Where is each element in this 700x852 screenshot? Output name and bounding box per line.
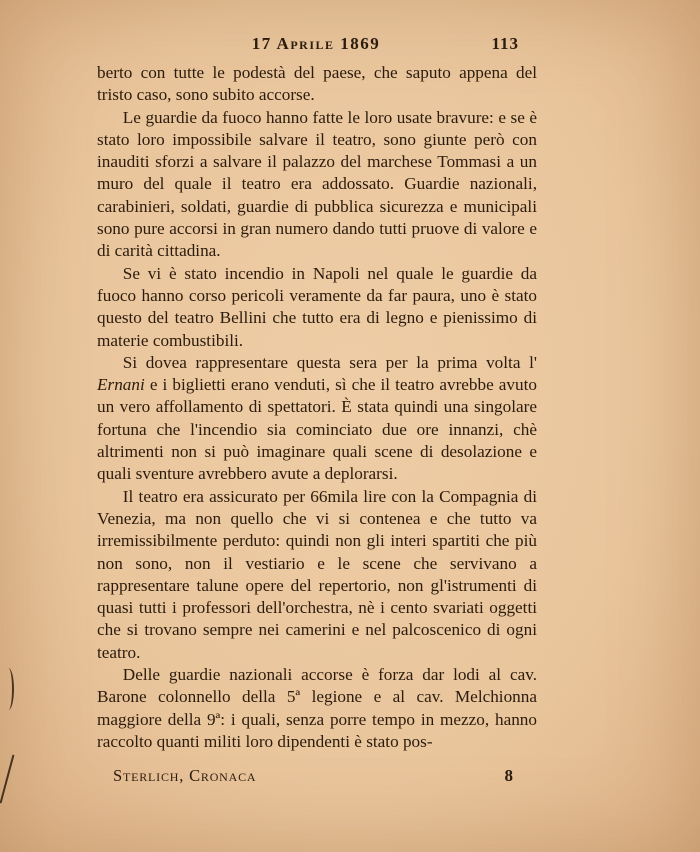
pen-mark [0,755,14,804]
footer-signature: Sterlich, Cronaca [113,766,257,785]
paragraph [97,664,537,753]
header-page-number: 113 [491,34,519,53]
opera-title-ernani: Ernani [97,375,145,395]
text-segment: berto con tutte le podestà del paese, che saputo appena del tristo caso, sono subito accorse. [97,63,537,105]
paragraph [97,486,537,664]
pen-mark [3,668,14,710]
text-segment: Si dovea rappresentare questa sera per la prima volta l' [122,352,537,372]
paragraph [97,352,537,486]
paragraph [97,107,537,263]
paragraph [97,263,537,352]
text-segment: e i biglietti erano venduti, sì che il teatro avrebbe avuto un vero affollamento di spettatori. È stata quindi una singolare fortuna che l'incendio sia cominciato due ore innanzi, chè altrimenti non si può imaginare quali scene di desolazione e quali sventure avrebbero avute a deplorarsi. [97,375,537,484]
page-header [97,34,535,54]
page-footer [97,766,535,786]
paragraph-continuation [97,62,537,107]
header-date: 17 Aprile 1869 [251,34,381,53]
body-text [97,62,537,753]
text-segment: Le guardie da fuoco hanno fatte le loro usate bravure: e se è stato loro impossibile salvare il teatro, sono giunte però con inauditi sforzi a salvare il palazzo del marchese Tommasi a un muro del quale il teatro era addossato. Guardie nazionali, carabinieri, soldati, guardie di pubblica sicurezza e municipali sono pure accorsi in gran numero dando tutti pruove di valore e di carità cittadina. [97,107,537,261]
text-segment: Se vi è stato incendio in Napoli nel quale le guardie da fuoco hanno corso pericoli veramente da far paura, uno è stato questo del teatro Bellini che tutto era di legno e pienissimo di materie combustibili. [97,263,537,350]
text-segment: Il teatro era assicurato per 66mila lire con la Compagnia di Venezia, ma non quello che vi si contenea e che tutto va irremissibilmente perduto: quindi non gli interi spartiti che più non sono, non il vestiario e le scene che servivano a rappresentare talune opere del repertorio, non gl'istrumenti di quasi tutti i professori dell'orchestra, nè i cento svariati oggetti che si trovano sempre nei camerini e nel palcoscenico di ogni teatro. [97,486,537,662]
text-segment: Delle guardie nazionali accorse è forza dar lodi al cav. Barone colonnello della 5ª legione e al cav. Melchionna maggiore della 9ª: i quali, senza porre tempo in mezzo, hanno raccolto quanti militi loro dipendenti è stato pos- [97,665,537,751]
footer-sheet-number: 8 [504,766,513,785]
